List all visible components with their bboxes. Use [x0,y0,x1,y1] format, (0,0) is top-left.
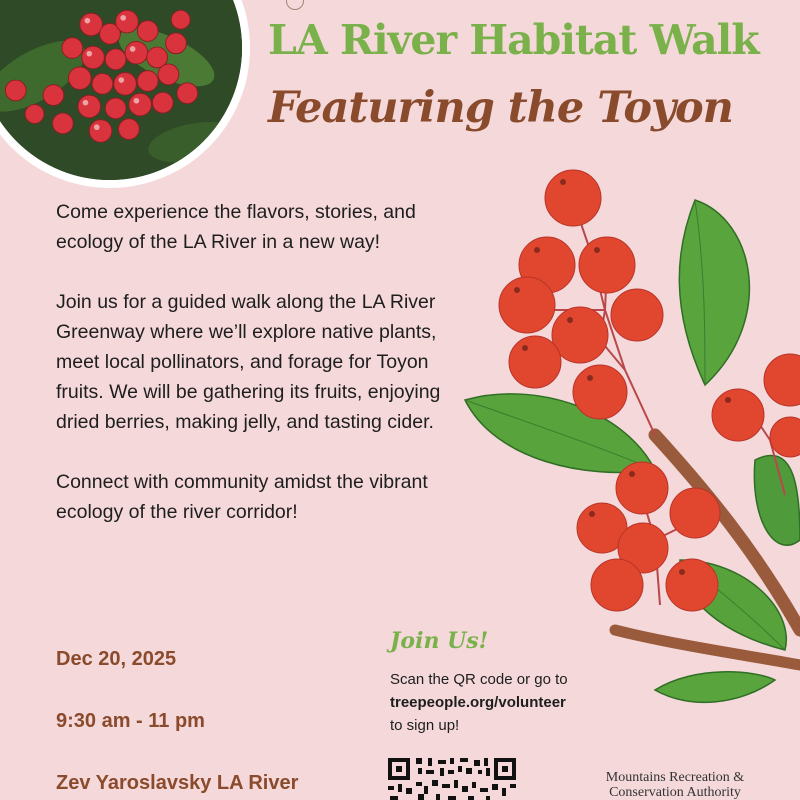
organization-logo-icon [286,0,304,10]
organization-name-line2: Conservation Authority [609,785,741,800]
event-time: 9:30 am - 11 pm [56,710,205,732]
event-location: Zev Yaroslavsky LA River [56,772,299,794]
intro-paragraph: Come experience the flavors, stories, and ecology of the LA River in a new way! [56,201,416,253]
join-instruction-text: Scan the QR code or go to [390,671,568,688]
join-heading: Join Us! [390,628,489,654]
qr-code-icon[interactable] [388,758,516,800]
event-subtitle: Featuring the Toyon [268,83,733,133]
event-date: Dec 20, 2025 [56,648,177,670]
berries-photo-icon [0,0,242,180]
organization-name-line1: Mountains Recreation & [605,770,745,785]
join-cta-text: to sign up! [390,717,460,734]
signup-link[interactable]: treepeople.org/volunteer [390,694,566,711]
event-description [56,197,456,557]
event-title: LA River Habitat Walk [268,16,759,64]
join-instructions [390,668,610,737]
community-paragraph: Connect with community amidst the vibrant ecology of the river corridor! [56,471,428,523]
toyon-berries-photo [0,0,250,188]
organization-name [575,770,775,800]
toyon-berry-branch-illustration [455,160,800,720]
details-paragraph: Join us for a guided walk along the LA River Greenway where we’ll explore native plants, meet local pollinators, and forage for Toyon fruits. We will be gathering its fruits, enjoying dried berries, making jelly, and tasting cider. [56,291,441,433]
